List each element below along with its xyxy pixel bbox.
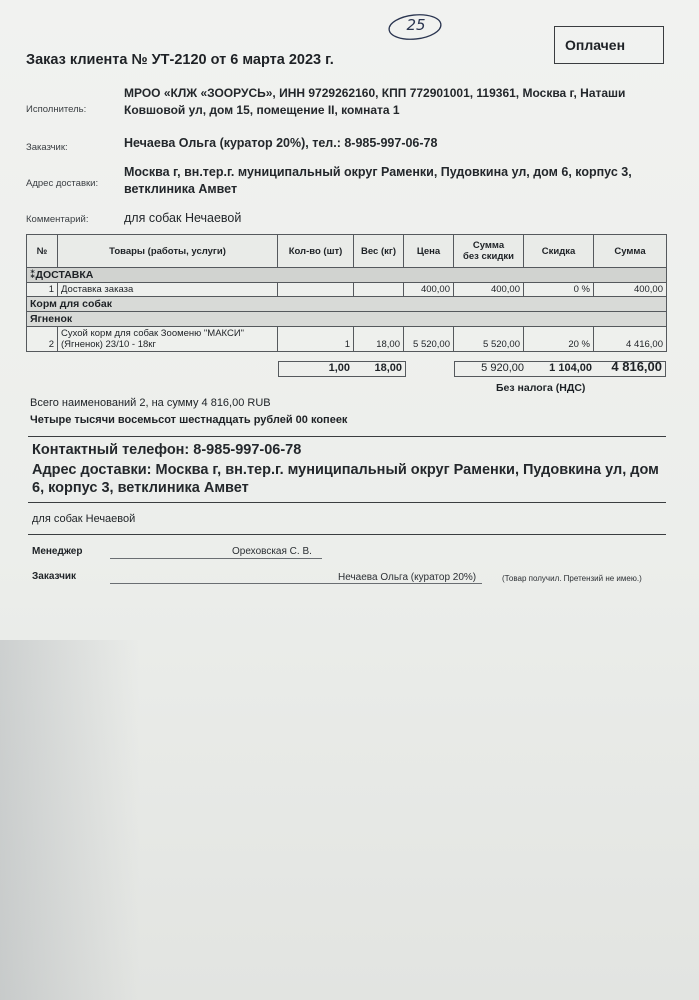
divider <box>28 436 666 437</box>
contact-address-line-1: Адрес доставки: Москва г, вн.тер.г. муниципальный округ Раменки, Пудовкина ул, дом <box>32 462 659 478</box>
row1-discount: 0 % <box>524 283 594 297</box>
executor-line-2: Ковшовой ул, дом 15, помещение II, комната 1 <box>124 103 400 117</box>
customer-signature-line <box>110 583 482 584</box>
total-weight: 18,00 <box>374 362 402 374</box>
manager-label: Менеджер <box>32 546 83 557</box>
page-shadow <box>0 640 140 1000</box>
row2-price: 5 520,00 <box>404 327 454 352</box>
executor-label: Исполнитель: <box>26 104 87 115</box>
table-row <box>27 327 667 352</box>
group-row-lamb <box>27 312 667 327</box>
row2-no: 2 <box>27 327 58 352</box>
customer-label: Заказчик: <box>26 142 68 153</box>
row2-qty: 1 <box>278 327 354 352</box>
row1-no: 1 <box>27 283 58 297</box>
customer-receipt-note: (Товар получил. Претензий не имею.) <box>502 574 642 583</box>
group-label-delivery: ⁑ДОСТАВКА <box>27 268 667 283</box>
executor-line-1: МРОО «КЛЖ «ЗООРУСЬ», ИНН 9729262160, КПП 772901001, 119361, Москва г, Наташи <box>124 86 626 100</box>
col-header-sum-no-discount-2: без скидки <box>462 251 515 262</box>
contact-comment: для собак Нечаевой <box>32 513 136 525</box>
delivery-line-2: ветклиника Амвет <box>124 182 238 196</box>
row2-name <box>58 327 278 352</box>
col-header-qty: Кол-во (шт) <box>278 235 354 268</box>
customer-value: Нечаева Ольга (куратор 20%), тел.: 8-985-997-06-78 <box>124 136 438 150</box>
delivery-line-1: Москва г, вн.тер.г. муниципальный округ Раменки, Пудовкина ул, дом 6, корпус 3, <box>124 165 632 179</box>
table-header-row <box>27 235 667 268</box>
handwritten-number: 25 <box>406 16 426 34</box>
row1-sum-no-discount: 400,00 <box>454 283 524 297</box>
row2-sum-no-discount: 5 520,00 <box>454 327 524 352</box>
col-header-price: Цена <box>404 235 454 268</box>
collapse-icon: ⁑ <box>30 269 36 281</box>
col-header-sum: Сумма <box>594 235 667 268</box>
group-row-delivery <box>27 268 667 283</box>
group-row-food <box>27 297 667 312</box>
row1-sum: 400,00 <box>594 283 667 297</box>
divider <box>28 502 666 503</box>
manager-name: Ореховская С. В. <box>232 546 312 557</box>
tax-note: Без налога (НДС) <box>496 382 586 394</box>
row2-name-line-2: (Ягненок) 23/10 - 18кг <box>61 339 156 350</box>
row1-name: Доставка заказа <box>58 283 278 297</box>
col-header-no: № <box>27 235 58 268</box>
col-header-sum-no-discount-1: Сумма <box>472 240 505 251</box>
row1-price: 400,00 <box>404 283 454 297</box>
row1-qty <box>278 283 354 297</box>
total-sum: 4 816,00 <box>611 359 662 374</box>
group-label-lamb: Ягненок <box>27 312 667 327</box>
col-header-sum-no-discount <box>454 235 524 268</box>
payment-status-box: Оплачен <box>554 26 664 64</box>
col-header-weight: Вес (кг) <box>354 235 404 268</box>
total-discount: 1 104,00 <box>549 362 592 374</box>
total-qty: 1,00 <box>328 362 350 374</box>
contact-phone: Контактный телефон: 8-985-997-06-78 <box>32 442 302 458</box>
row2-discount: 20 % <box>524 327 594 352</box>
divider <box>28 534 666 535</box>
customer-signature-label: Заказчик <box>32 571 77 582</box>
comment-label: Комментарий: <box>26 214 89 225</box>
order-title: Заказ клиента № УТ-2120 от 6 марта 2023 г. <box>26 52 334 68</box>
summary-line-1: Всего наименований 2, на сумму 4 816,00 RUB <box>30 397 271 409</box>
comment-value: для собак Нечаевой <box>124 211 242 225</box>
total-sum-no-discount: 5 920,00 <box>481 362 524 374</box>
group-label-food: Корм для собак <box>27 297 667 312</box>
row2-sum: 4 416,00 <box>594 327 667 352</box>
summary-line-2: Четыре тысячи восемьсот шестнадцать рублей 00 копеек <box>30 414 348 426</box>
manager-signature-line <box>110 558 322 559</box>
delivery-label: Адрес доставки: <box>26 178 99 189</box>
customer-signature-name: Нечаева Ольга (куратор 20%) <box>338 572 477 583</box>
row2-name-line-1: Сухой корм для собак Зооменю "МАКСИ" <box>61 328 245 339</box>
table-row <box>27 283 667 297</box>
col-header-goods: Товары (работы, услуги) <box>58 235 278 268</box>
contact-address-line-2: 6, корпус 3, ветклиника Амвет <box>32 480 249 496</box>
col-header-discount: Скидка <box>524 235 594 268</box>
row2-weight: 18,00 <box>354 327 404 352</box>
row1-weight <box>354 283 404 297</box>
items-table <box>26 234 667 352</box>
